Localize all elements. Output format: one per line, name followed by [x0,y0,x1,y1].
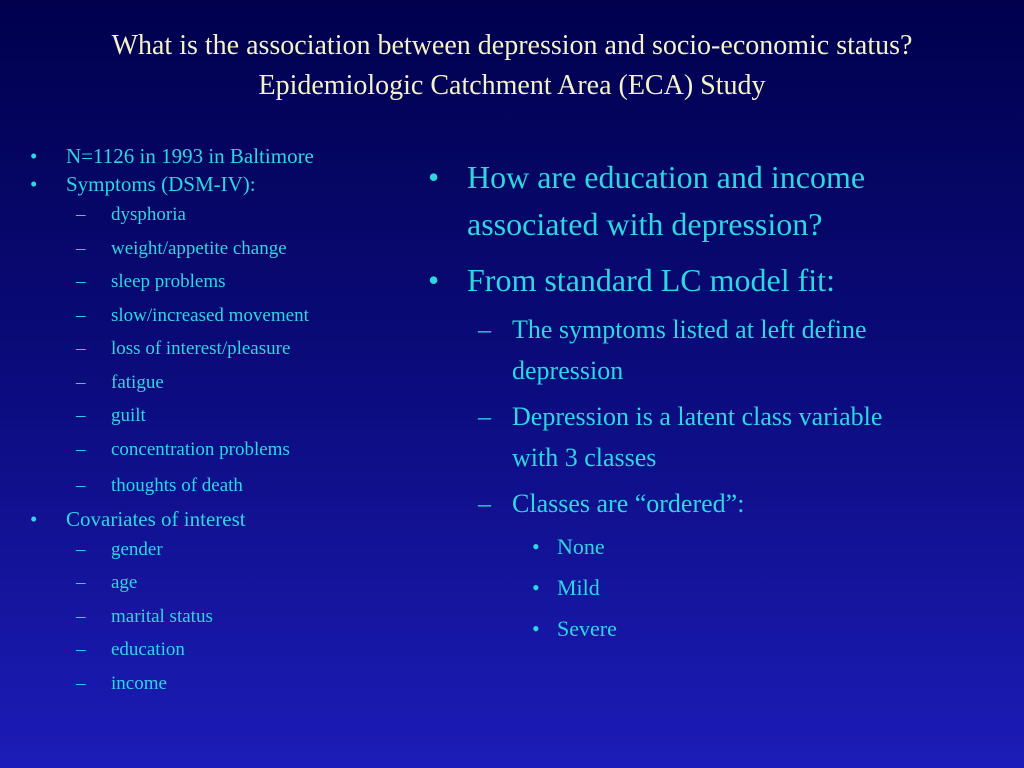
symptom-label: thoughts of death [111,475,243,496]
dash-glyph: – [76,338,86,359]
dash-glyph: – [76,475,86,496]
covariate-label: age [111,572,138,593]
dash-glyph: – [76,572,86,593]
class-label: Mild [557,575,600,600]
bullet-glyph: • [30,172,38,196]
bullet-glyph: • [532,616,540,641]
symptom-label: sleep problems [111,271,226,292]
bullet-symptoms-heading [30,170,420,198]
covariate-label: marital status [111,605,213,627]
symptom-label: weight/appetite change [111,237,287,259]
covariate-item [30,600,420,634]
slide-title [0,26,1024,106]
bullet-text: Covariates of interest [66,506,246,531]
bullet-glyph: • [532,575,540,600]
left-column [30,142,420,700]
symptom-item [30,198,420,232]
class-item [426,526,996,567]
symptom-item [30,332,420,366]
symptom-item [30,399,420,433]
model-point [426,309,912,391]
bullet-glyph: • [532,534,540,559]
covariate-item [30,566,420,600]
title-line-1: What is the association between depression and socio-economic status? [111,30,913,61]
model-point [426,483,912,524]
symptom-label: fatigue [111,371,164,393]
symptom-label: guilt [111,405,146,426]
bullet-glyph: • [30,144,38,168]
title-line-2: Epidemiologic Catchment Area (ECA) Study [258,70,766,101]
bullet-covariates-heading [30,505,420,533]
symptom-label: concentration problems [111,438,290,460]
class-label: None [557,534,605,559]
model-point-text: Depression is a latent class variable with 3 classes [512,402,883,472]
bullet-question [426,154,927,248]
dash-glyph: – [76,405,86,426]
bullet-glyph: • [428,262,440,298]
covariate-label: education [111,639,185,660]
dash-glyph: – [478,402,491,431]
symptom-item [30,232,420,266]
bullet-glyph: • [30,506,38,531]
dash-glyph: – [76,271,86,292]
dash-glyph: – [76,605,86,627]
model-point [426,396,912,478]
symptom-label: loss of interest/pleasure [111,338,291,359]
dash-glyph: – [76,438,86,460]
symptom-label: dysphoria [111,204,186,225]
dash-glyph: – [478,315,491,344]
dash-glyph: – [76,672,86,694]
symptom-item [30,433,420,467]
dash-glyph: – [478,489,491,518]
covariate-item [30,633,420,667]
dash-glyph: – [76,538,86,560]
right-column [426,154,996,649]
covariate-item [30,667,420,701]
bullet-text: From standard LC model fit: [467,262,835,298]
bullet-text: N=1126 in 1993 in Baltimore [66,144,314,168]
symptom-item [30,265,420,299]
covariate-item [30,533,420,567]
covariate-label: income [111,672,167,694]
covariate-label: gender [111,538,163,560]
dash-glyph: – [76,371,86,393]
symptom-item [30,469,420,503]
symptom-item [30,299,420,333]
dash-glyph: – [76,304,86,326]
model-point-text: The symptoms listed at left define depression [512,315,867,385]
symptom-item [30,366,420,400]
class-label: Severe [557,616,617,641]
bullet-text: How are education and income associated with depression? [467,159,866,242]
bullet-glyph: • [428,159,440,195]
class-item [426,608,996,649]
symptom-label: slow/increased movement [111,304,309,326]
class-item [426,567,996,608]
bullet-text: Symptoms (DSM-IV): [66,172,256,196]
model-point-text: Classes are “ordered”: [512,489,745,518]
bullet-model-heading [426,257,927,304]
bullet-sample [30,142,420,170]
dash-glyph: – [76,237,86,259]
dash-glyph: – [76,204,86,225]
dash-glyph: – [76,639,86,660]
